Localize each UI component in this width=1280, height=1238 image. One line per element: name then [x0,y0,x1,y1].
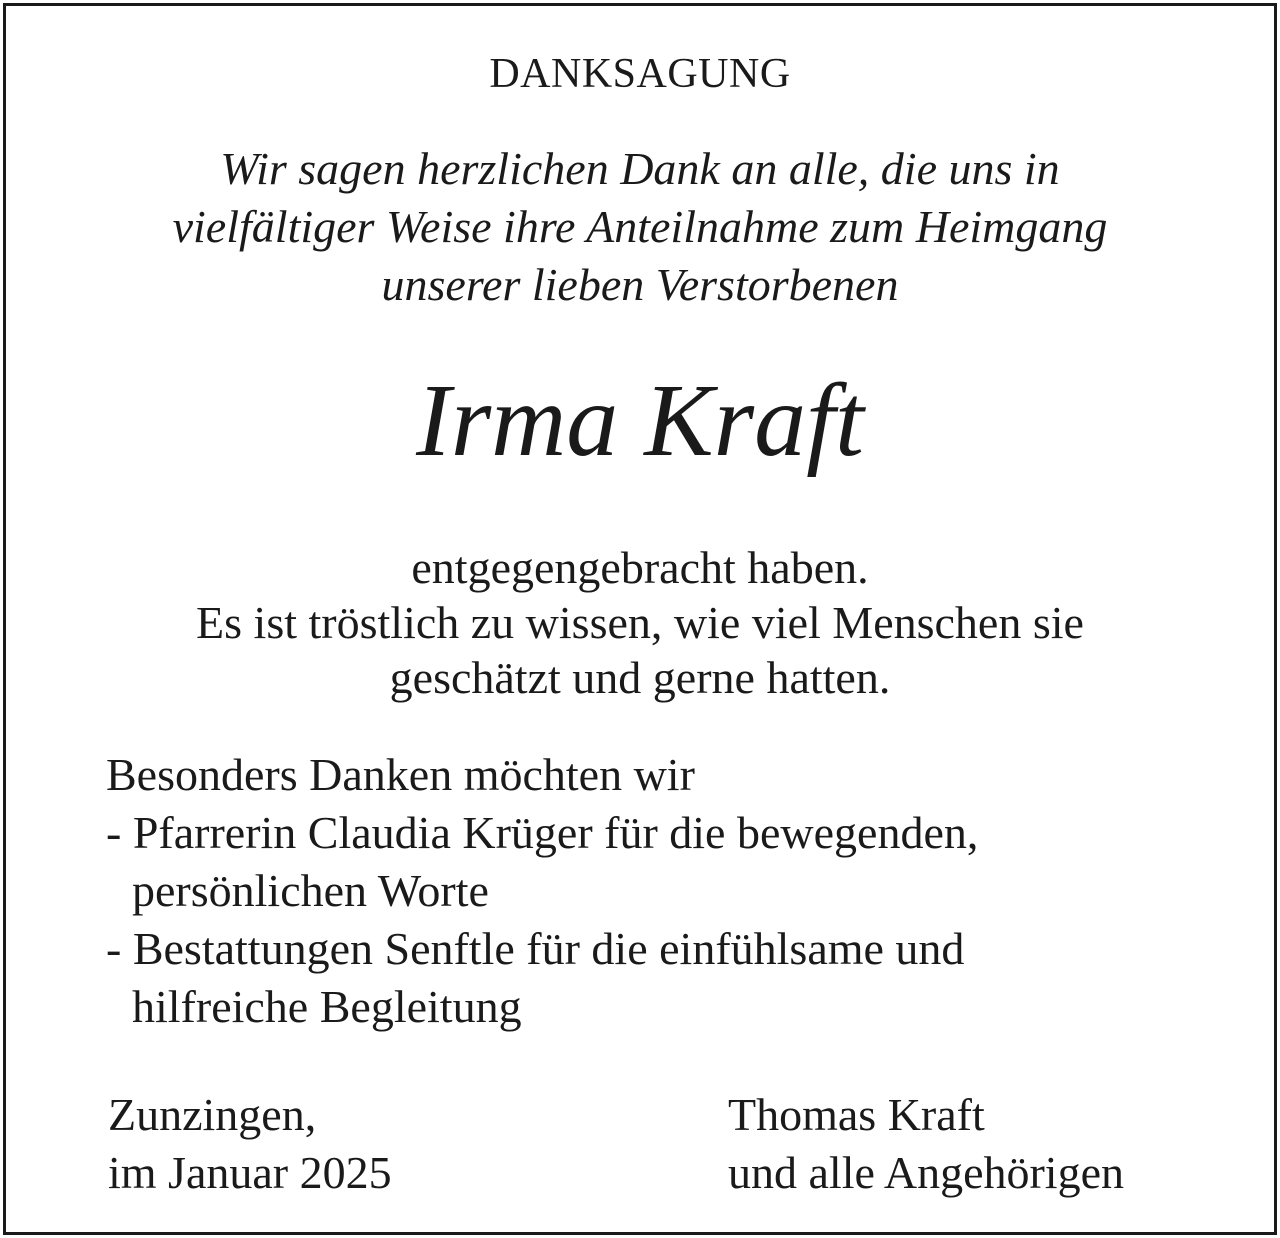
intro-line: vielfältiger Weise ihre Anteilnahme zum Heimgang [172,201,1108,252]
special-thanks [106,746,1246,1036]
place: Zunzingen, [108,1089,317,1140]
thanks-item-continuation: hilfreiche Begleitung [132,981,522,1032]
deceased-name: Irma Kraft [416,363,864,478]
thanks-lead: Besonders Danken möchten wir [106,749,695,800]
place-date [108,1086,392,1202]
intro-line: unserer lieben Verstorbenen [381,259,899,310]
message-text [40,540,1240,705]
message-line: entgegengebracht haben. [411,542,869,593]
thanks-item: - Bestattungen Senftle für die einfühlsame und [106,923,965,974]
thanks-item-continuation: persönlichen Worte [132,865,489,916]
signer-name: Thomas Kraft [728,1089,985,1140]
message-line: Es ist tröstlich zu wissen, wie viel Menschen sie [196,597,1084,648]
message-line: geschätzt und gerne hatten. [389,652,891,703]
intro-text [40,140,1240,314]
signer-others: und alle Angehörigen [728,1147,1125,1198]
intro-line: Wir sagen herzlichen Dank an alle, die uns in [220,143,1060,194]
thanks-item: - Pfarrerin Claudia Krüger für die bewegenden, [106,807,979,858]
date: im Januar 2025 [108,1147,392,1198]
signers [728,1086,1124,1202]
notice-heading: DANKSAGUNG [489,51,791,97]
